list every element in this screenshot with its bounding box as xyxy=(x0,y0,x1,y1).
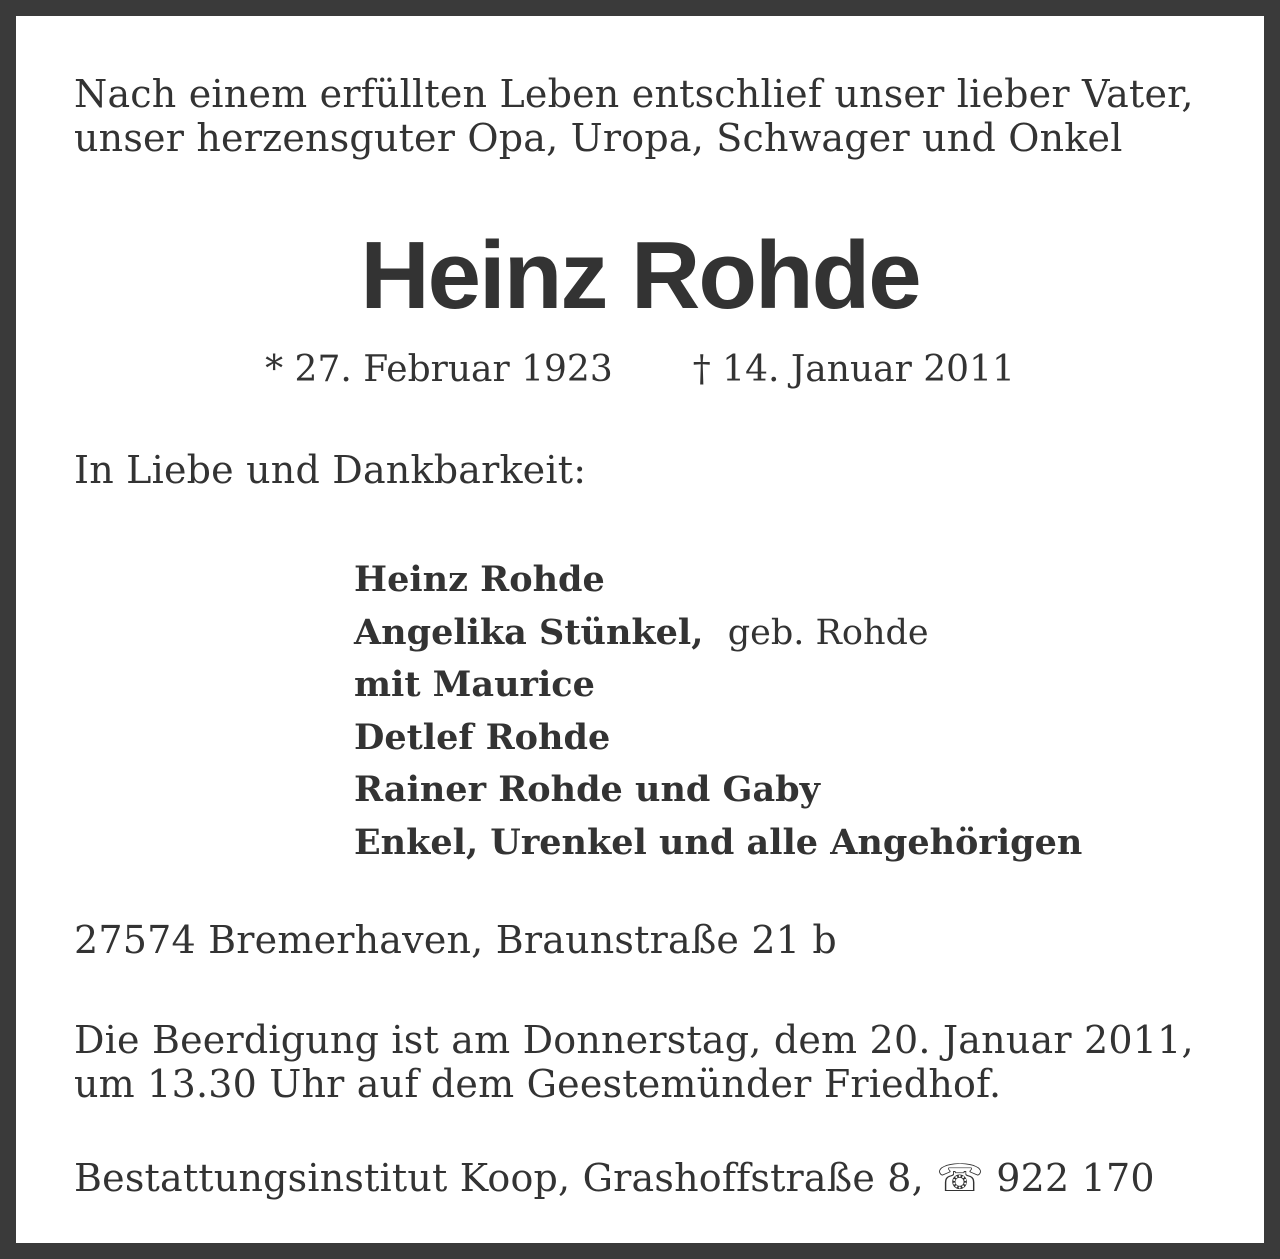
undertaker-line: Bestattungsinstitut Koop, Grashoffstraße 8, ☏ 922 170 xyxy=(74,1156,1155,1200)
funeral-line: um 13.30 Uhr auf dem Geestemünder Friedhof. xyxy=(74,1062,1002,1106)
family-member-maiden-name: geb. Rohde xyxy=(727,612,929,653)
intro-line: unser herzensguter Opa, Uropa, Schwager und Onkel xyxy=(74,116,1123,160)
family-member-name: Angelika Stünkel, xyxy=(354,611,704,653)
family-member xyxy=(354,817,1082,870)
family-member-name: Heinz Rohde xyxy=(354,559,605,600)
family-member xyxy=(354,659,1082,712)
family-member xyxy=(354,712,1082,765)
family-member xyxy=(354,764,1082,817)
intro-line: Nach einem erfüllten Leben entschlief unser lieber Vater, xyxy=(74,72,1194,116)
funeral-info xyxy=(74,1018,1194,1106)
life-dates xyxy=(16,350,1264,390)
family-member xyxy=(354,607,1082,660)
family-list xyxy=(354,554,1082,869)
deceased-name: Heinz Rohde xyxy=(360,222,920,329)
birth-date: * 27. Februar 1923 xyxy=(265,349,613,390)
family-member xyxy=(354,554,1082,607)
address-line: 27574 Bremerhaven, Braunstraße 21 b xyxy=(74,918,837,962)
family-member-name: Enkel, Urenkel und alle Angehörigen xyxy=(354,821,1083,863)
family-member-name: Detlef Rohde xyxy=(354,716,611,758)
family-member-name: Rainer Rohde und Gaby xyxy=(354,769,820,810)
thanks-line: In Liebe und Dankbarkeit: xyxy=(74,448,587,492)
intro-text xyxy=(74,72,1194,160)
death-date: † 14. Januar 2011 xyxy=(692,349,1015,390)
funeral-line: Die Beerdigung ist am Donnerstag, dem 20. Januar 2011, xyxy=(74,1018,1194,1062)
family-member-name: mit Maurice xyxy=(354,664,595,705)
